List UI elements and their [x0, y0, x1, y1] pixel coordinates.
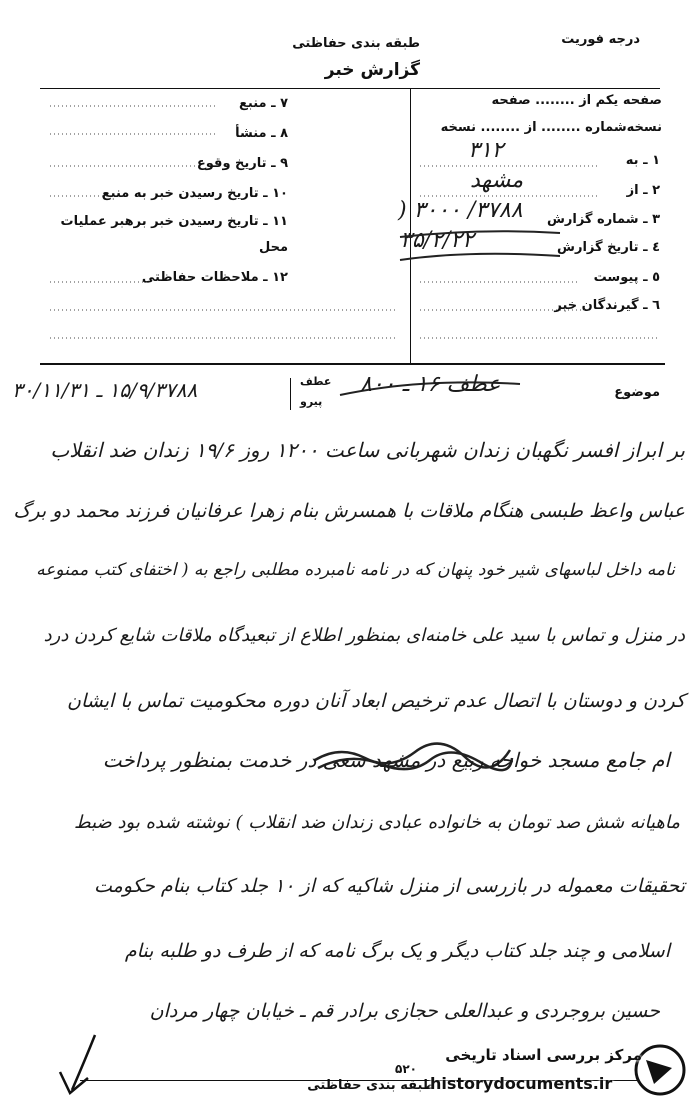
body-line: حسین بروجردی و عبدالعلی حجازی برادر قم ـ خیابان چهار مردان — [149, 1000, 660, 1022]
field-event-date: ۹ ـ تاریخ وقوع — [196, 156, 288, 171]
body-line: ام جامع مسجد خواجه ربیع در مشهد سعی در خدمت بمنظور پرداخت — [102, 748, 670, 772]
subject-handwritten: عطف ۱۶ ـ ۸۰۰ — [360, 372, 501, 397]
watermark-url: historydocuments.ir — [430, 1074, 613, 1093]
field-from-label: ۲ ـ از — [626, 183, 660, 198]
ref-numbers: ۱۵/۹/۳۷۸۸ ـ ۳۰/۱۱/۳۱ — [12, 378, 198, 402]
peyro-label: پیرو — [300, 395, 323, 408]
field-report-number-value: ۳۷۸۸/ ۳۰۰۰ ( — [398, 198, 523, 223]
field-report-date-label: ٤ ـ تاریخ گزارش — [557, 240, 660, 255]
body-line: در منزل و تماس با سید علی خامنه‌ای بمنظور اطلاع از تبعیدگاه ملاقات شایع کردن درد — [43, 625, 685, 646]
field-date-to-operation: ۱۱ ـ تاریخ رسیدن خبر برهبر عملیات — [60, 214, 288, 229]
field-location: محل — [258, 240, 288, 255]
watermark-text: مرکز بررسی اسناد تاریخی — [445, 1046, 642, 1064]
body-line: عباس واعظ طبسی هنگام ملاقات با همسرش بنام زهرا عرفانیان فرزند محمد دو برگ — [13, 500, 685, 522]
classification-top: طبقه بندی حفاظتی — [292, 36, 420, 51]
atf-label: عطف — [300, 375, 332, 388]
priority-label: درجه فوریت — [561, 32, 640, 47]
field-report-number-label: ۳ ـ شماره گزارش — [546, 212, 660, 227]
field-copy-number: نسخه‌شماره ........ از ........ نسخه — [440, 120, 662, 135]
body-line: نامه داخل لباسهای شیر خود پنهان که در نامه نامبرده مطلبی راجع به ( اختفای کتب ممنوعه — [36, 560, 675, 580]
field-from-value: مشهد — [470, 168, 524, 193]
field-to-label: ۱ ـ به — [625, 153, 660, 168]
body-line: بر ابراز افسر نگهبان زندان شهربانی ساعت ۱۲۰۰ روز ۱۹/۶ زندان ضد انقلاب — [50, 438, 685, 462]
body-line: تحقیقات معموله در بازرسی از منزل شاکیه که از ۱۰ جلد کتاب بنام حکومت — [93, 875, 685, 897]
body-line: اسلامی و چند جلد کتاب دیگر و یک برگ نامه که از طرف دو طلبه بنام — [124, 940, 670, 962]
field-security-notes: ۱۲ ـ ملاحظات حفاظتی — [141, 270, 288, 285]
field-page-of: صفحه یکم از ........ صفحه — [491, 93, 662, 108]
field-to-value: ۳۱۲ — [468, 138, 504, 163]
subject-label: موضوع — [614, 385, 660, 400]
field-recipients: ٦ ـ گیرندگان خبر — [554, 298, 660, 313]
field-attachment: ٥ ـ پیوست — [593, 270, 660, 285]
page-title: گزارش خبر — [324, 60, 420, 80]
body-line: ماهیانه شش صد تومان به خانواده عبادی زندان ضد انقلاب ) نوشته شده بود ضبط — [74, 812, 680, 833]
classification-bottom: طبقه بندی حفاظتی — [307, 1078, 435, 1093]
field-date-to-source: ۱۰ ـ تاریخ رسیدن خبر به منبع — [101, 186, 288, 201]
page-code: ۵۲۰ — [395, 1062, 417, 1076]
field-report-date-value: ۳۵/۲/۲۲ — [400, 228, 474, 253]
field-source: ۷ ـ منبع — [239, 96, 288, 111]
field-origin: ۸ ـ منشأ — [235, 126, 288, 141]
body-line: کردن و دوستان با اتصال عدم ترخیص ابعاد آنان دوره محکومیت تماس با ایشان — [67, 690, 685, 712]
